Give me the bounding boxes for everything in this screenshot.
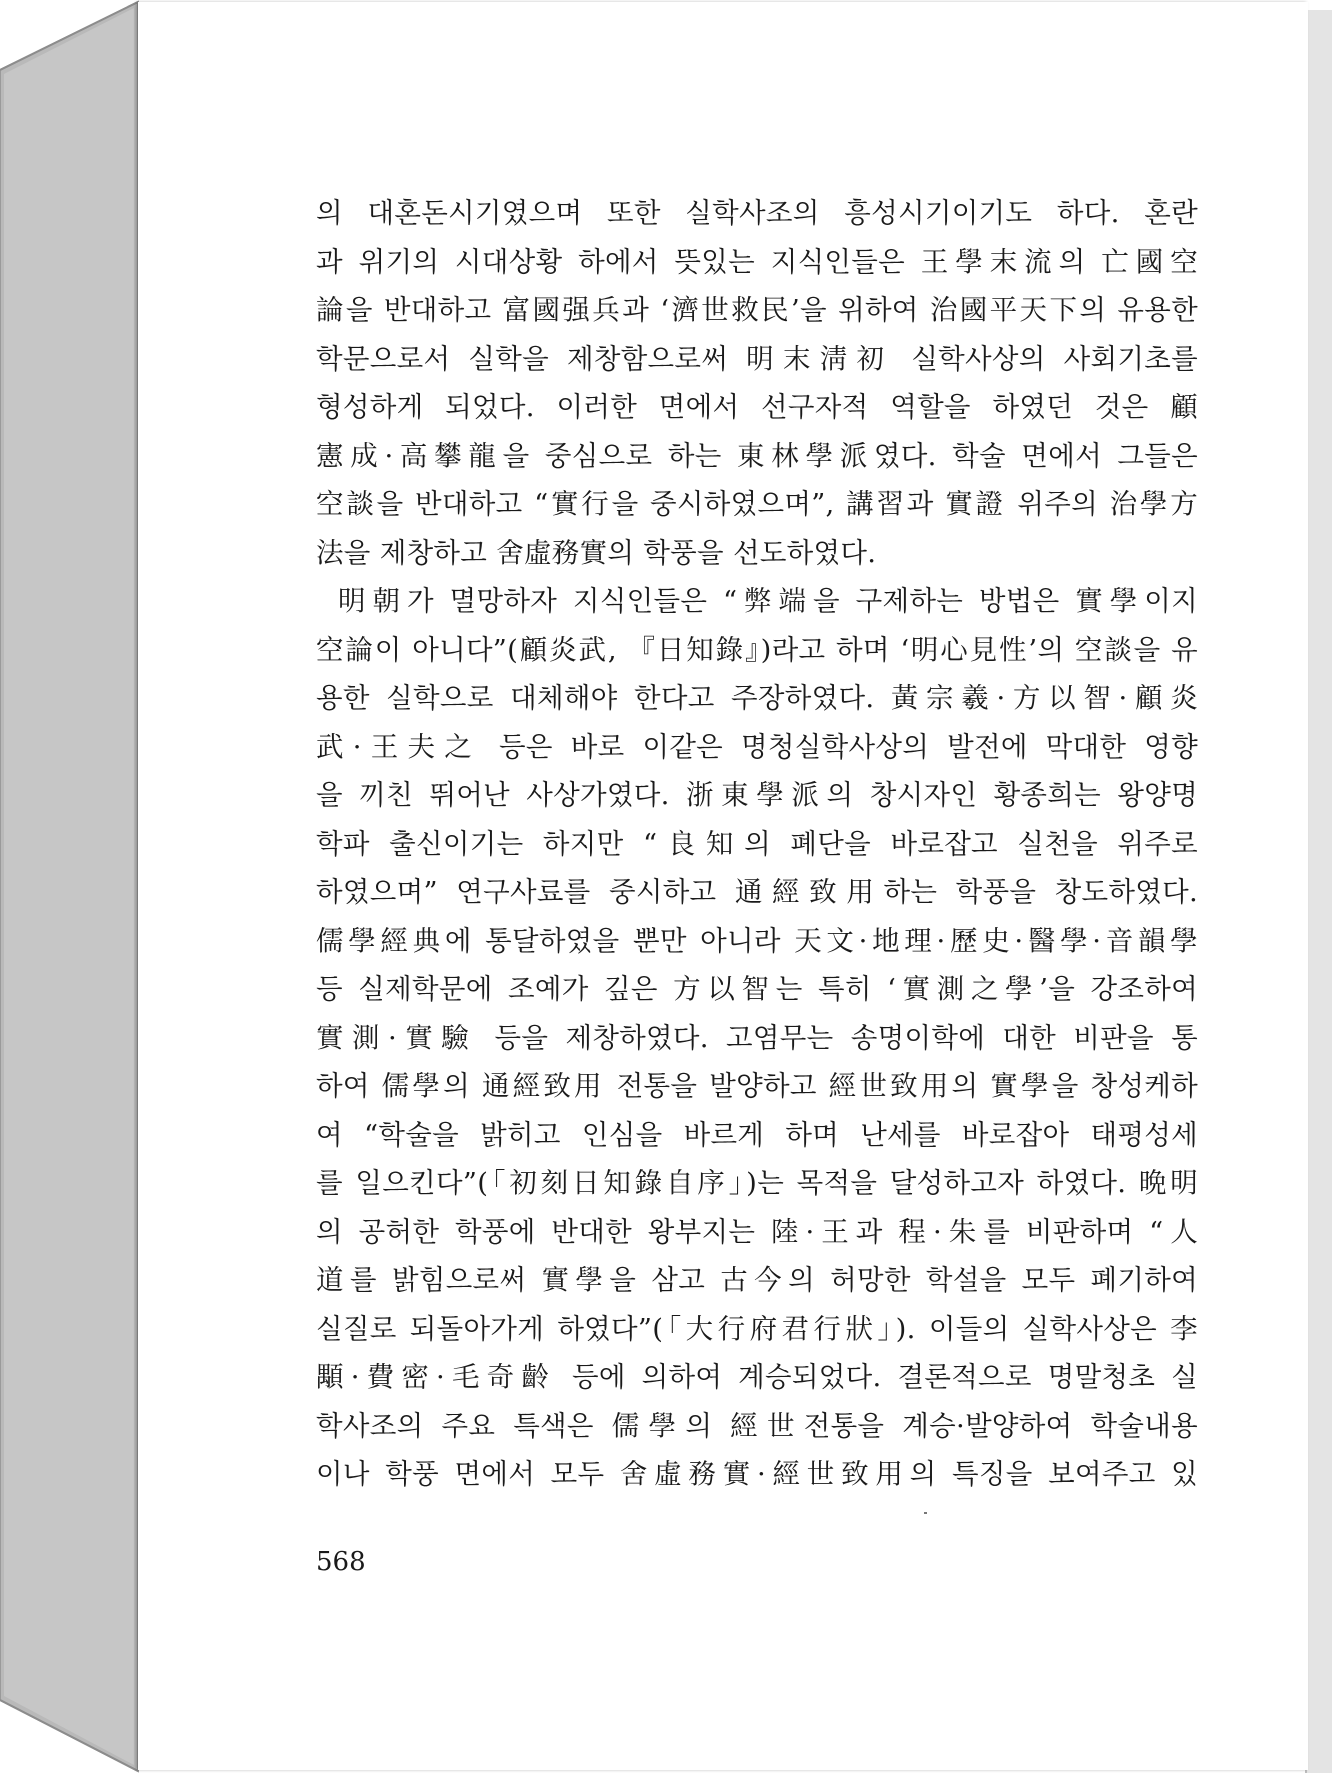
text-line: 憲成·高攀龍을 중심으로 하는 東林學派였다. 학술 면에서 그들은: [316, 439, 1198, 472]
text-line: 학사조의 주요 특색은 儒學의 經世전통을 계승·발양하여 학술내용: [316, 1409, 1198, 1442]
text-line: 의 대혼돈시기였으며 또한 실학사조의 흥성시기이기도 하다. 혼란: [316, 197, 1198, 229]
text-line: 의 공허한 학풍에 반대한 왕부지는 陸·王과 程·朱를 비판하며 “人: [316, 1215, 1198, 1248]
text-line: 空談을 반대하고 “實行을 중시하였으며”, 講習과 實證 위주의 治學方: [316, 488, 1198, 520]
text-line: 實測·實驗 등을 제창하였다. 고염무는 송명이학에 대한 비판을 통: [316, 1021, 1198, 1054]
text-line: 顒·費密·毛奇齡 등에 의하여 계승되었다. 결론적으로 명말청초 실: [316, 1361, 1198, 1393]
text-line: 하여 儒學의 通經致用 전통을 발양하고 經世致用의 實學을 창성케하: [316, 1070, 1198, 1102]
text-line: 法을 제창하고 舍虛務實의 학풍을 선도하였다.: [316, 536, 877, 569]
page-number: 568: [316, 1547, 366, 1577]
scan-speck: [924, 1512, 927, 1514]
text-line: 武·王夫之 등은 바로 이같은 명청실학사상의 발전에 막대한 영향: [316, 730, 1198, 763]
text-line: 용한 실학으로 대체해야 한다고 주장하였다. 黃宗羲·方以智·顧炎: [316, 682, 1198, 714]
text-line: 이나 학풍 면에서 모두 舍虛務實·經世致用의 특징을 보여주고 있: [316, 1458, 1198, 1490]
text-line: 학파 출신이기는 하지만 “良知의 폐단을 바로잡고 실천을 위주로: [316, 827, 1198, 860]
text-line: 여 “학술을 밝히고 인심을 바르게 하며 난세를 바로잡아 태평성세: [316, 1118, 1198, 1151]
text-line: 道를 밝힘으로써 實學을 삼고 古今의 허망한 학설을 모두 폐기하여: [316, 1264, 1198, 1296]
text-line: 형성하게 되었다. 이러한 면에서 선구자적 역할을 하였던 것은 顧: [316, 391, 1198, 423]
body-text: [316, 189, 1198, 1499]
text-line: 論을 반대하고 富國强兵과 ‘濟世救民’을 위하여 治國平天下의 유용한: [316, 294, 1198, 326]
text-line: 하였으며” 연구사료를 중시하고 通經致用하는 학풍을 창도하였다.: [316, 876, 1198, 908]
text-line: 등 실제학문에 조예가 깊은 方以智는 특히 ‘實測之學’을 강조하여: [316, 973, 1198, 1005]
text-line: 明朝가 멸망하자 지식인들은 “弊端을 구제하는 방법은 實學이지: [338, 585, 1198, 617]
text-line: 학문으로서 실학을 제창함으로써 明末淸初 실학사상의 사회기초를: [316, 342, 1198, 375]
text-line: 과 위기의 시대상황 하에서 뜻있는 지식인들은 王學末流의 亡國空: [316, 245, 1198, 278]
text-line: 실질로 되돌아가게 하였다”(「大行府君行狀」). 이들의 실학사상은 李: [316, 1312, 1198, 1345]
text-line: 空論이 아니다”(顧炎武, 『日知錄』)라고 하며 ‘明心見性’의 空談을 유: [316, 633, 1198, 666]
text-line: 儒學經典에 통달하였을 뿐만 아니라 天文·地理·歷史·醫學·音韻學: [316, 924, 1198, 957]
text-line: 를 일으킨다”(「初刻日知錄自序」)는 목적을 달성하고자 하였다. 晩明: [316, 1167, 1198, 1199]
text-line: 을 끼친 뛰어난 사상가였다. 浙東學派의 창시자인 황종희는 왕양명: [316, 779, 1198, 811]
book-page: [138, 2, 1308, 1770]
